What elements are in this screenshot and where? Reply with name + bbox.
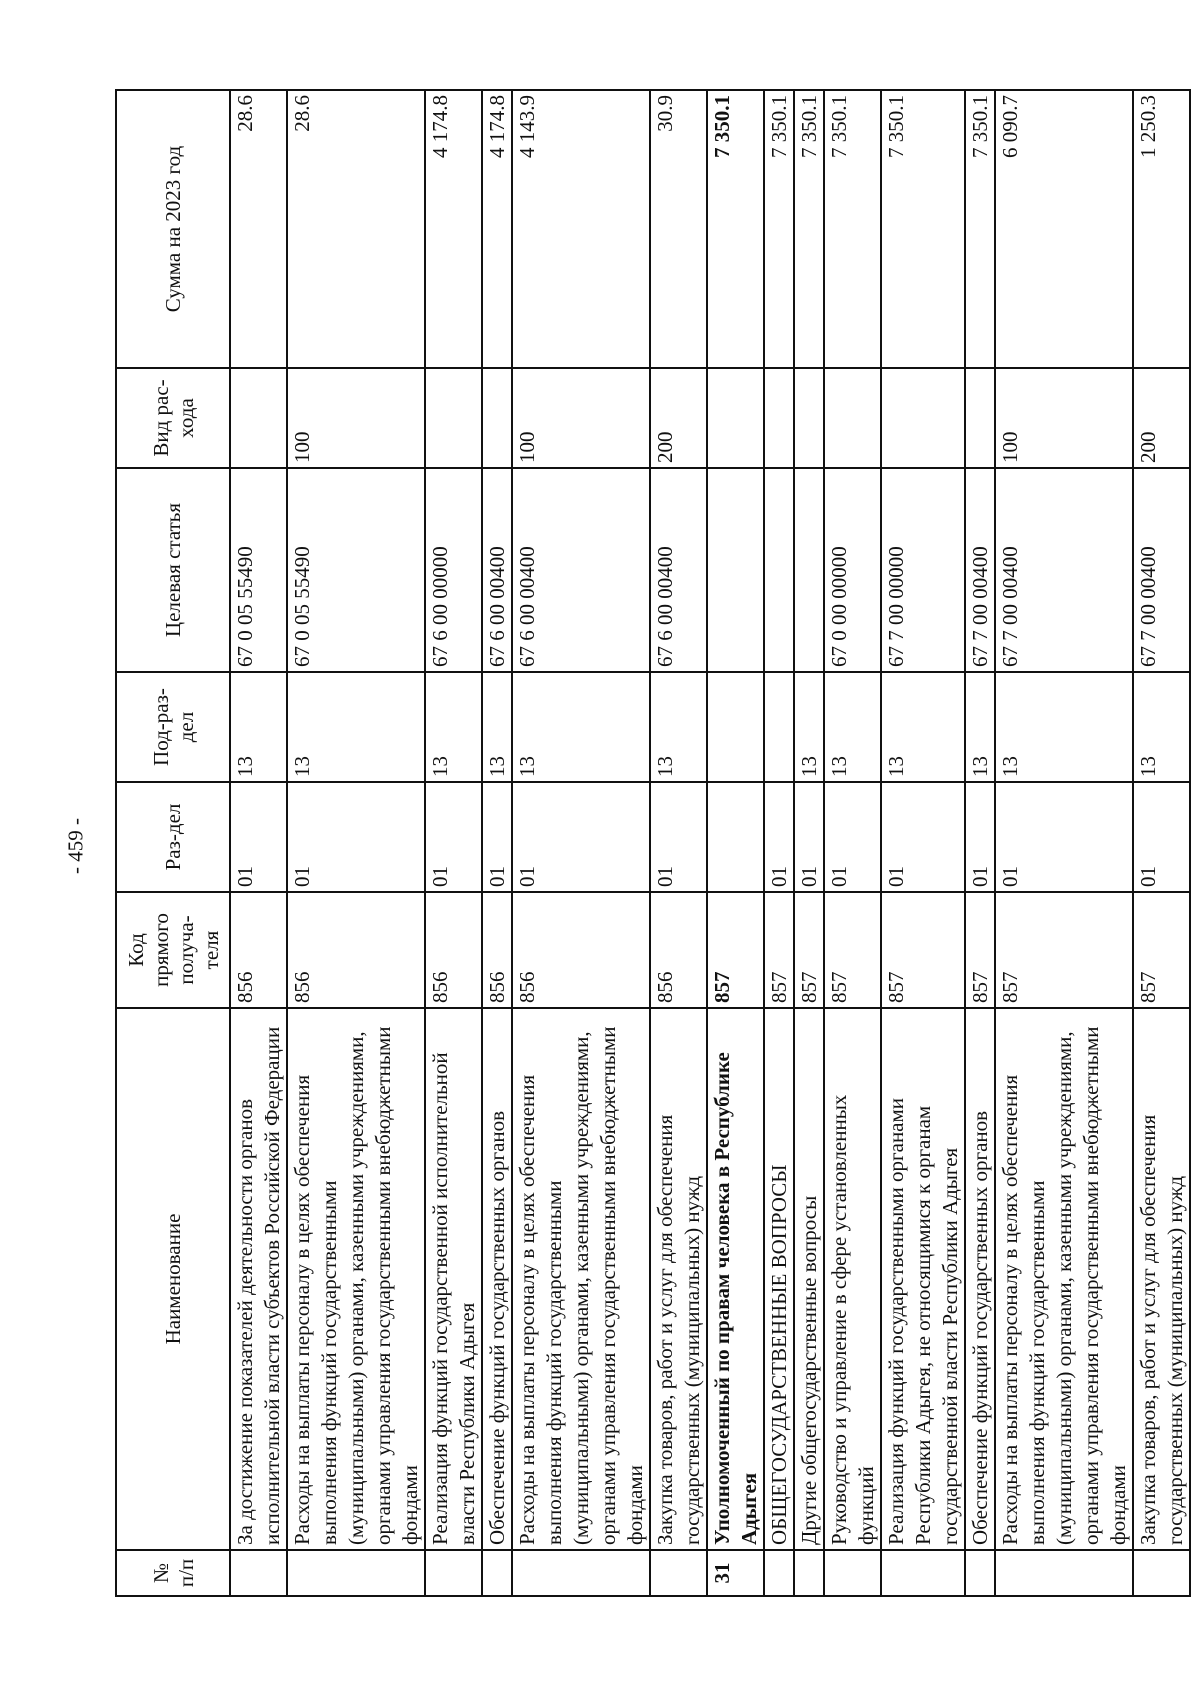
- cell-num: [824, 1550, 881, 1596]
- cell-name: Уполномоченный по правам человека в Республике Адыгея: [707, 1008, 764, 1550]
- cell-num: [965, 1550, 995, 1596]
- cell-razdel: 01: [482, 782, 512, 892]
- header-podrazdel: Под-раз-дел: [116, 672, 230, 782]
- cell-summa: 30.9: [650, 90, 707, 368]
- cell-tselevaya: 67 7 00 00400: [1133, 468, 1190, 672]
- cell-tselevaya: 67 6 00 00000: [425, 468, 482, 672]
- cell-name: Реализация функций государственной исполнительной власти Республики Адыгея: [425, 1008, 482, 1550]
- cell-vid: 200: [650, 368, 707, 468]
- cell-razdel: 01: [650, 782, 707, 892]
- table-row: [764, 90, 794, 1596]
- table-row: [287, 90, 425, 1596]
- cell-razdel: [707, 782, 764, 892]
- cell-vid: 100: [995, 368, 1133, 468]
- cell-kod: 857: [881, 892, 965, 1008]
- cell-summa: 7 350.1: [794, 90, 824, 368]
- table-row: [965, 90, 995, 1596]
- cell-razdel: 01: [764, 782, 794, 892]
- cell-num: 31: [707, 1550, 764, 1596]
- cell-kod: 857: [794, 892, 824, 1008]
- rotated-page: [115, 91, 1187, 1597]
- cell-razdel: 01: [287, 782, 425, 892]
- cell-razdel: 01: [965, 782, 995, 892]
- cell-name: Другие общегосударственные вопросы: [794, 1008, 824, 1550]
- cell-num: [482, 1550, 512, 1596]
- cell-tselevaya: 67 0 00 00000: [824, 468, 881, 672]
- table-row: [482, 90, 512, 1596]
- cell-name: Обеспечение функций государственных органов: [965, 1008, 995, 1550]
- cell-summa: 7 350.1: [764, 90, 794, 368]
- cell-podrazdel: [764, 672, 794, 782]
- table-row: [881, 90, 965, 1596]
- cell-razdel: 01: [512, 782, 650, 892]
- cell-num: [1133, 1550, 1190, 1596]
- table-row: [794, 90, 824, 1596]
- cell-name: Закупка товаров, работ и услуг для обеспечения государственных (муниципальных) нужд: [1133, 1008, 1190, 1550]
- cell-kod: 856: [425, 892, 482, 1008]
- header-tselevaya: Целевая статья: [116, 468, 230, 672]
- cell-name: ОБЩЕГОСУДАРСТВЕННЫЕ ВОПРОСЫ: [764, 1008, 794, 1550]
- cell-num: [425, 1550, 482, 1596]
- cell-name: Расходы на выплаты персоналу в целях обеспечения выполнения функций государственными (муниципальными) органами, казенными учреждениями, органами управления государственными внебюджетными фондами: [287, 1008, 425, 1550]
- table-row: [1133, 90, 1190, 1596]
- header-name: Наименование: [116, 1008, 230, 1550]
- cell-podrazdel: 13: [482, 672, 512, 782]
- cell-tselevaya: 67 7 00 00400: [995, 468, 1133, 672]
- cell-summa: 1 250.3: [1133, 90, 1190, 368]
- cell-podrazdel: 13: [512, 672, 650, 782]
- cell-kod: 857: [995, 892, 1133, 1008]
- cell-vid: [230, 368, 287, 468]
- header-razdel: Раз-дел: [116, 782, 230, 892]
- cell-kod: 856: [482, 892, 512, 1008]
- cell-num: [881, 1550, 965, 1596]
- table-row: [995, 90, 1133, 1596]
- cell-summa: 6 090.7: [995, 90, 1133, 368]
- cell-tselevaya: 67 6 00 00400: [512, 468, 650, 672]
- cell-podrazdel: 13: [230, 672, 287, 782]
- cell-summa: 4 174.8: [425, 90, 482, 368]
- cell-kod: 857: [707, 892, 764, 1008]
- cell-razdel: 01: [1133, 782, 1190, 892]
- cell-vid: 100: [512, 368, 650, 468]
- cell-vid: [764, 368, 794, 468]
- cell-podrazdel: 13: [425, 672, 482, 782]
- cell-num: [512, 1550, 650, 1596]
- cell-razdel: 01: [794, 782, 824, 892]
- cell-summa: 7 350.1: [965, 90, 995, 368]
- cell-summa: 4 143.9: [512, 90, 650, 368]
- cell-podrazdel: 13: [824, 672, 881, 782]
- table-row: [230, 90, 287, 1596]
- cell-podrazdel: [707, 672, 764, 782]
- cell-tselevaya: 67 6 00 00400: [650, 468, 707, 672]
- cell-vid: [482, 368, 512, 468]
- budget-table: [115, 89, 1191, 1597]
- cell-num: [650, 1550, 707, 1596]
- cell-vid: [707, 368, 764, 468]
- table-row: [512, 90, 650, 1596]
- cell-podrazdel: 13: [1133, 672, 1190, 782]
- cell-tselevaya: 67 0 05 55490: [287, 468, 425, 672]
- cell-kod: 856: [230, 892, 287, 1008]
- cell-summa: 7 350.1: [881, 90, 965, 368]
- cell-num: [794, 1550, 824, 1596]
- cell-summa: 7 350.1: [707, 90, 764, 368]
- cell-name: Руководство и управление в сфере установленных функций: [824, 1008, 881, 1550]
- cell-vid: [881, 368, 965, 468]
- cell-tselevaya: [794, 468, 824, 672]
- table-row: [824, 90, 881, 1596]
- cell-tselevaya: [764, 468, 794, 672]
- cell-tselevaya: 67 7 00 00000: [881, 468, 965, 672]
- cell-kod: 856: [512, 892, 650, 1008]
- cell-podrazdel: 13: [650, 672, 707, 782]
- header-kod: Код прямого получа-теля: [116, 892, 230, 1008]
- cell-tselevaya: 67 0 05 55490: [230, 468, 287, 672]
- cell-num: [230, 1550, 287, 1596]
- cell-kod: 856: [650, 892, 707, 1008]
- cell-summa: 7 350.1: [824, 90, 881, 368]
- cell-kod: 857: [1133, 892, 1190, 1008]
- cell-name: Реализация функций государственными органами Республики Адыгея, не относящимися к органам государственной власти Республики Адыгея: [881, 1008, 965, 1550]
- cell-razdel: 01: [824, 782, 881, 892]
- page-number: - 459 -: [63, 818, 88, 874]
- cell-num: [764, 1550, 794, 1596]
- cell-summa: 4 174.8: [482, 90, 512, 368]
- cell-num: [995, 1550, 1133, 1596]
- cell-vid: [965, 368, 995, 468]
- cell-vid: [824, 368, 881, 468]
- header-summa: Сумма на 2023 год: [116, 90, 230, 368]
- cell-podrazdel: 13: [794, 672, 824, 782]
- cell-name: Расходы на выплаты персоналу в целях обеспечения выполнения функций государственными (муниципальными) органами, казенными учреждениями, органами управления государственными внебюджетными фондами: [512, 1008, 650, 1550]
- table-header-row: [116, 90, 230, 1596]
- cell-vid: [425, 368, 482, 468]
- cell-podrazdel: 13: [965, 672, 995, 782]
- cell-num: [287, 1550, 425, 1596]
- cell-podrazdel: 13: [881, 672, 965, 782]
- cell-kod: 857: [965, 892, 995, 1008]
- cell-tselevaya: 67 6 00 00400: [482, 468, 512, 672]
- cell-razdel: 01: [425, 782, 482, 892]
- cell-kod: 857: [764, 892, 794, 1008]
- header-vid: Вид рас-хода: [116, 368, 230, 468]
- cell-kod: 856: [287, 892, 425, 1008]
- cell-summa: 28.6: [287, 90, 425, 368]
- header-num: № п/п: [116, 1550, 230, 1596]
- cell-name: Обеспечение функций государственных органов: [482, 1008, 512, 1550]
- cell-razdel: 01: [995, 782, 1133, 892]
- cell-razdel: 01: [230, 782, 287, 892]
- table-row: [425, 90, 482, 1596]
- cell-name: За достижение показателей деятельности органов исполнительной власти субъектов Российской Федерации: [230, 1008, 287, 1550]
- cell-tselevaya: [707, 468, 764, 672]
- table-row: [650, 90, 707, 1596]
- cell-podrazdel: 13: [287, 672, 425, 782]
- cell-vid: 200: [1133, 368, 1190, 468]
- cell-vid: 100: [287, 368, 425, 468]
- cell-name: Расходы на выплаты персоналу в целях обеспечения выполнения функций государственными (муниципальными) органами, казенными учреждениями, органами управления государственными внебюджетными фондами: [995, 1008, 1133, 1550]
- cell-vid: [794, 368, 824, 468]
- table-row-section: [707, 90, 764, 1596]
- cell-podrazdel: 13: [995, 672, 1133, 782]
- cell-name: Закупка товаров, работ и услуг для обеспечения государственных (муниципальных) нужд: [650, 1008, 707, 1550]
- cell-kod: 857: [824, 892, 881, 1008]
- cell-tselevaya: 67 7 00 00400: [965, 468, 995, 672]
- cell-razdel: 01: [881, 782, 965, 892]
- cell-summa: 28.6: [230, 90, 287, 368]
